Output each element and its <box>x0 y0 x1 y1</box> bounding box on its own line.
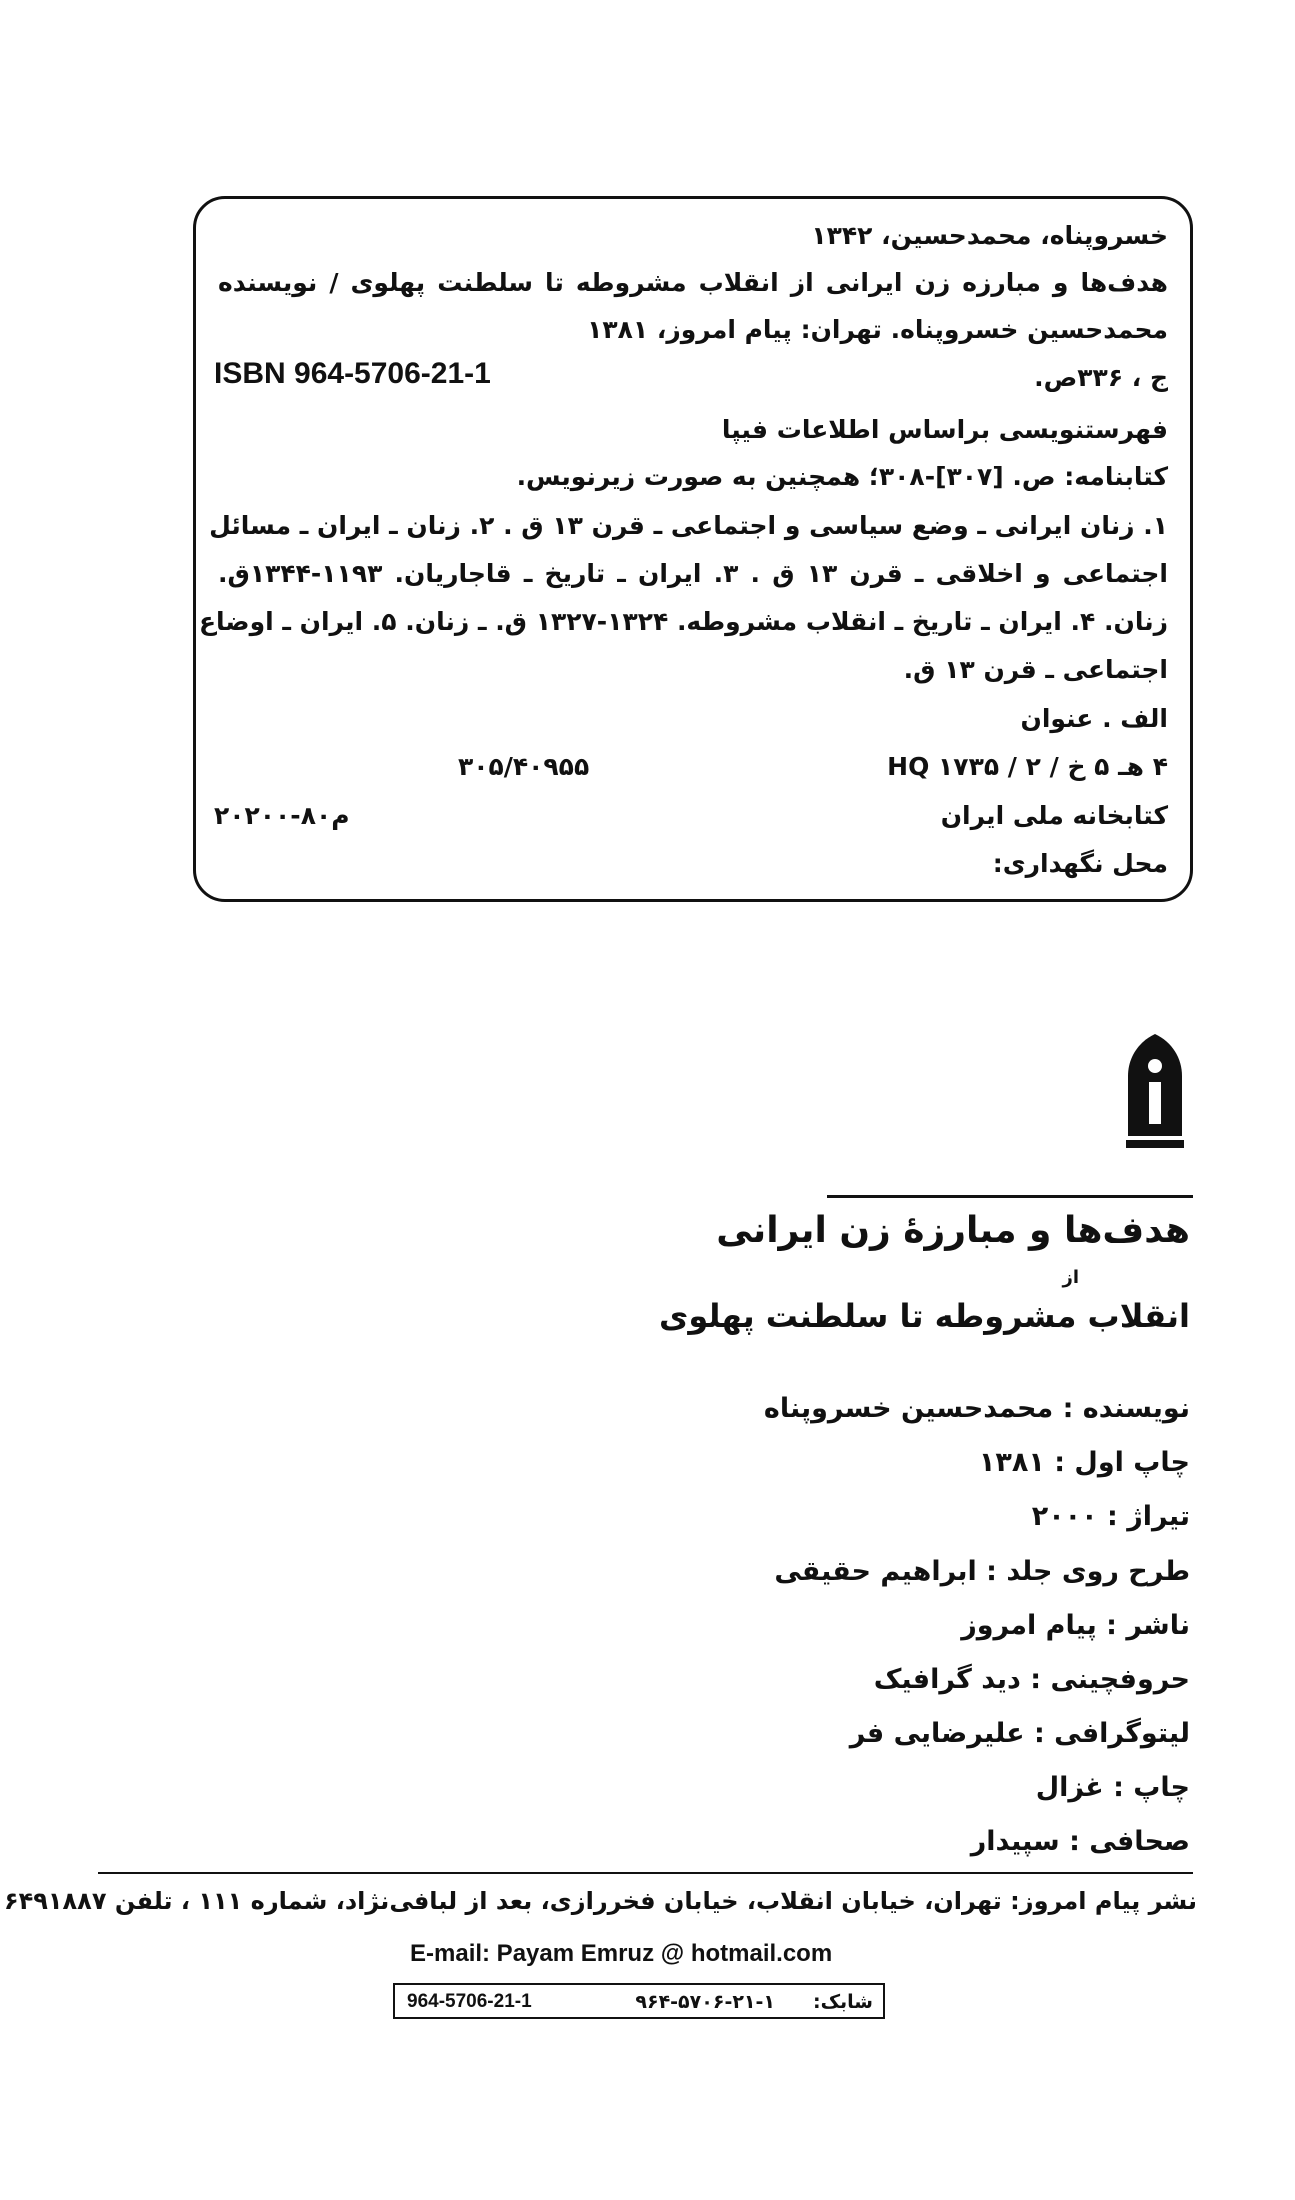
book-title-from: از <box>1062 1267 1079 1288</box>
catalog-storage: محل نگهداری: <box>992 849 1168 878</box>
credit-print-run: تیراژ : ۲۰۰۰ <box>1031 1501 1190 1532</box>
catalog-title-line: هدف‌ها و مبارزه زن ایرانی از انقلاب مشروطه تا سلطنت پهلوی / نویسنده <box>218 268 1168 297</box>
book-subtitle: انقلاب مشروطه تا سلطنت پهلوی <box>658 1297 1190 1335</box>
title-divider <box>827 1195 1193 1198</box>
credit-lithography: لیتوگرافی : علیرضایی فر <box>849 1718 1190 1749</box>
catalog-fipa-line: فهرستنویسی براساس اطلاعات فیپا <box>721 415 1168 444</box>
catalog-isbn: ISBN 964-5706-21-1 <box>214 357 491 390</box>
credit-binding: صحافی : سپیدار <box>970 1826 1190 1857</box>
catalog-call-number: ۴ هـ ۵ خ / ۲ / ۱۷۳۵ HQ <box>887 752 1168 781</box>
catalog-subject-line-3: زنان. ۴. ایران ـ تاریخ ـ انقلاب مشروطه. ۱۳۲۴-۱۳۲۷ ق. ـ زنان. ۵. ایران ـ اوضاع <box>198 607 1168 636</box>
credit-printing: چاپ : غزال <box>1035 1772 1190 1803</box>
catalog-pages-line: ج ، ۳۳۶ص. <box>1034 363 1168 392</box>
isbn-latin: 964-5706-21-1 <box>407 1991 532 2012</box>
cataloging-box <box>193 196 1193 902</box>
credit-typesetting: حروفچینی : دید گرافیک <box>873 1664 1190 1695</box>
isbn-label: شابک: <box>812 1991 873 2013</box>
footer-divider <box>98 1872 1193 1874</box>
catalog-subject-line-2: اجتماعی و اخلاقی ـ قرن ۱۳ ق . ۳. ایران ـ تاریخ ـ قاجاریان. ۱۱۹۳-۱۳۴۴ق. <box>218 559 1168 588</box>
catalog-library: کتابخانه ملی ایران <box>940 801 1168 830</box>
book-title: هدف‌ها و مبارزهٔ زن ایرانی <box>716 1210 1190 1251</box>
catalog-title-entry: الف . عنوان <box>1020 704 1168 733</box>
catalog-subject-line-4: اجتماعی ـ قرن ۱۳ ق. <box>903 655 1168 684</box>
publisher-address: نشر پیام امروز: تهران، خیابان انقلاب، خیابان فخررازی، بعد از لبافی‌نژاد، شماره ۱۱۱ ، تلفن ۶۴۹۱۸۸۷ <box>3 1887 1197 1915</box>
catalog-imprint-line: محمدحسین خسروپناه. تهران: پیام امروز، ۱۳۸۱ <box>587 315 1168 344</box>
catalog-author-line: خسروپناه، محمدحسین، ۱۳۴۲ <box>811 221 1168 250</box>
isbn-box <box>393 1983 885 2019</box>
credit-author: نویسنده : محمدحسین خسروپناه <box>763 1393 1190 1424</box>
publisher-email: E-mail: Payam Emruz @ hotmail.com <box>410 1940 833 1967</box>
credit-publisher: ناشر : پیام امروز <box>961 1610 1190 1641</box>
catalog-subject-line-1: ۱. زنان ایرانی ـ وضع سیاسی و اجتماعی ـ قرن ۱۳ ق . ۲. زنان ـ ایران ـ مسائل <box>209 511 1168 540</box>
credit-cover-design: طرح روی جلد : ابراهیم حقیقی <box>774 1556 1190 1587</box>
isbn-persian: ۹۶۴-۵۷۰۶-۲۱-۱ <box>635 1991 775 2013</box>
catalog-dewey-number: ۳۰۵/۴۰۹۵۵ <box>458 752 590 781</box>
catalog-bibliography-line: کتابنامه: ص. [۳۰۷]-۳۰۸؛ همچنین به صورت زیرنویس. <box>516 462 1168 491</box>
publisher-logo <box>1124 1032 1186 1152</box>
credit-edition: چاپ اول : ۱۳۸۱ <box>978 1447 1190 1478</box>
catalog-library-code: م۸۰-۲۰۲۰۰ <box>214 801 350 830</box>
